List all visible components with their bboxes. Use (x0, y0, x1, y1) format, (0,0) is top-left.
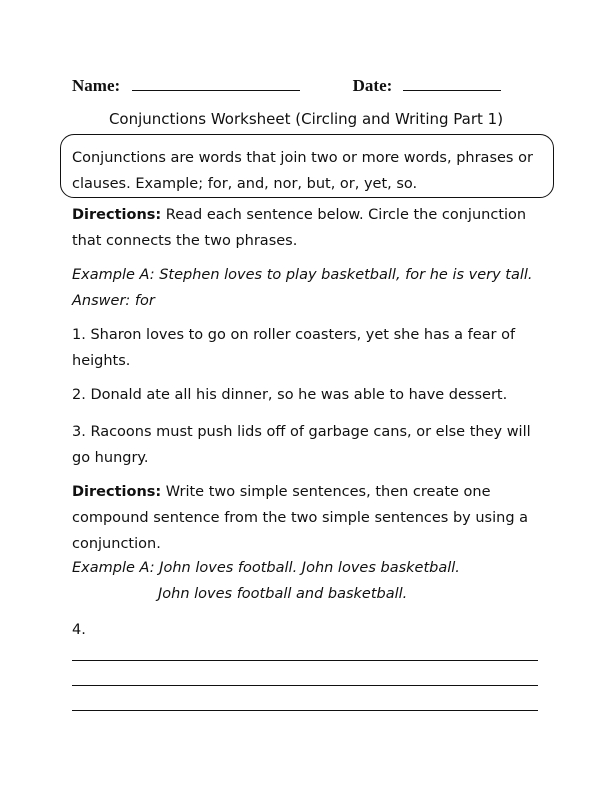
name-date-header (72, 73, 501, 96)
directions-2-text: Write two simple sentences, then create one (161, 484, 491, 500)
directions-1-text: Read each sentence below. Circle the conjunction (161, 207, 527, 223)
example-a-1-sentence: Example A: Stephen loves to play basketball, for he is very tall. (72, 267, 533, 283)
example-a-1-answer: Answer: for (72, 293, 155, 309)
directions-2-line-2: compound sentence from the two simple sentences by using a (72, 510, 529, 526)
date-label: Date: (352, 76, 393, 95)
answer-line-3[interactable] (72, 710, 538, 711)
directions-1 (72, 202, 552, 254)
date-blank[interactable] (403, 73, 501, 91)
sentence-1-line-2: heights. (72, 353, 131, 369)
sentence-3-line-1: 3. Racoons must push lids off of garbage cans, or else they will (72, 424, 531, 440)
directions-2-label: Directions: (72, 484, 162, 500)
directions-1-line-2: that connects the two phrases. (72, 233, 298, 249)
example-a-2-line-2: John loves football and basketball. (158, 586, 408, 602)
definition-box (60, 134, 554, 198)
definition-line-2: clauses. Example; for, and, nor, but, or, yet, so. (72, 176, 418, 192)
example-a-2-line-1: Example A: John loves football. John loves basketball. (72, 560, 460, 576)
sentence-3-line-2: go hungry. (72, 450, 149, 466)
name-blank[interactable] (132, 73, 300, 91)
question-4-number: 4. (72, 622, 86, 638)
sentence-1-line-1: 1. Sharon loves to go on roller coasters, yet she has a fear of (72, 327, 516, 343)
name-label: Name: (72, 76, 121, 95)
example-a-1 (72, 262, 552, 314)
sentence-2 (72, 382, 552, 408)
worksheet-title: Conjunctions Worksheet (Circling and Writing Part 1) (108, 110, 504, 128)
answer-line-2[interactable] (72, 685, 538, 686)
answer-line-1[interactable] (72, 660, 538, 661)
example-a-2 (72, 555, 552, 607)
sentence-1 (72, 322, 552, 374)
directions-1-label: Directions: (72, 207, 162, 223)
directions-2 (72, 479, 552, 557)
definition-line-1: Conjunctions are words that join two or more words, phrases or (72, 150, 533, 166)
directions-2-line-3: conjunction. (72, 536, 161, 552)
sentence-2-line-1: 2. Donald ate all his dinner, so he was able to have dessert. (72, 387, 508, 403)
sentence-3 (72, 419, 552, 471)
